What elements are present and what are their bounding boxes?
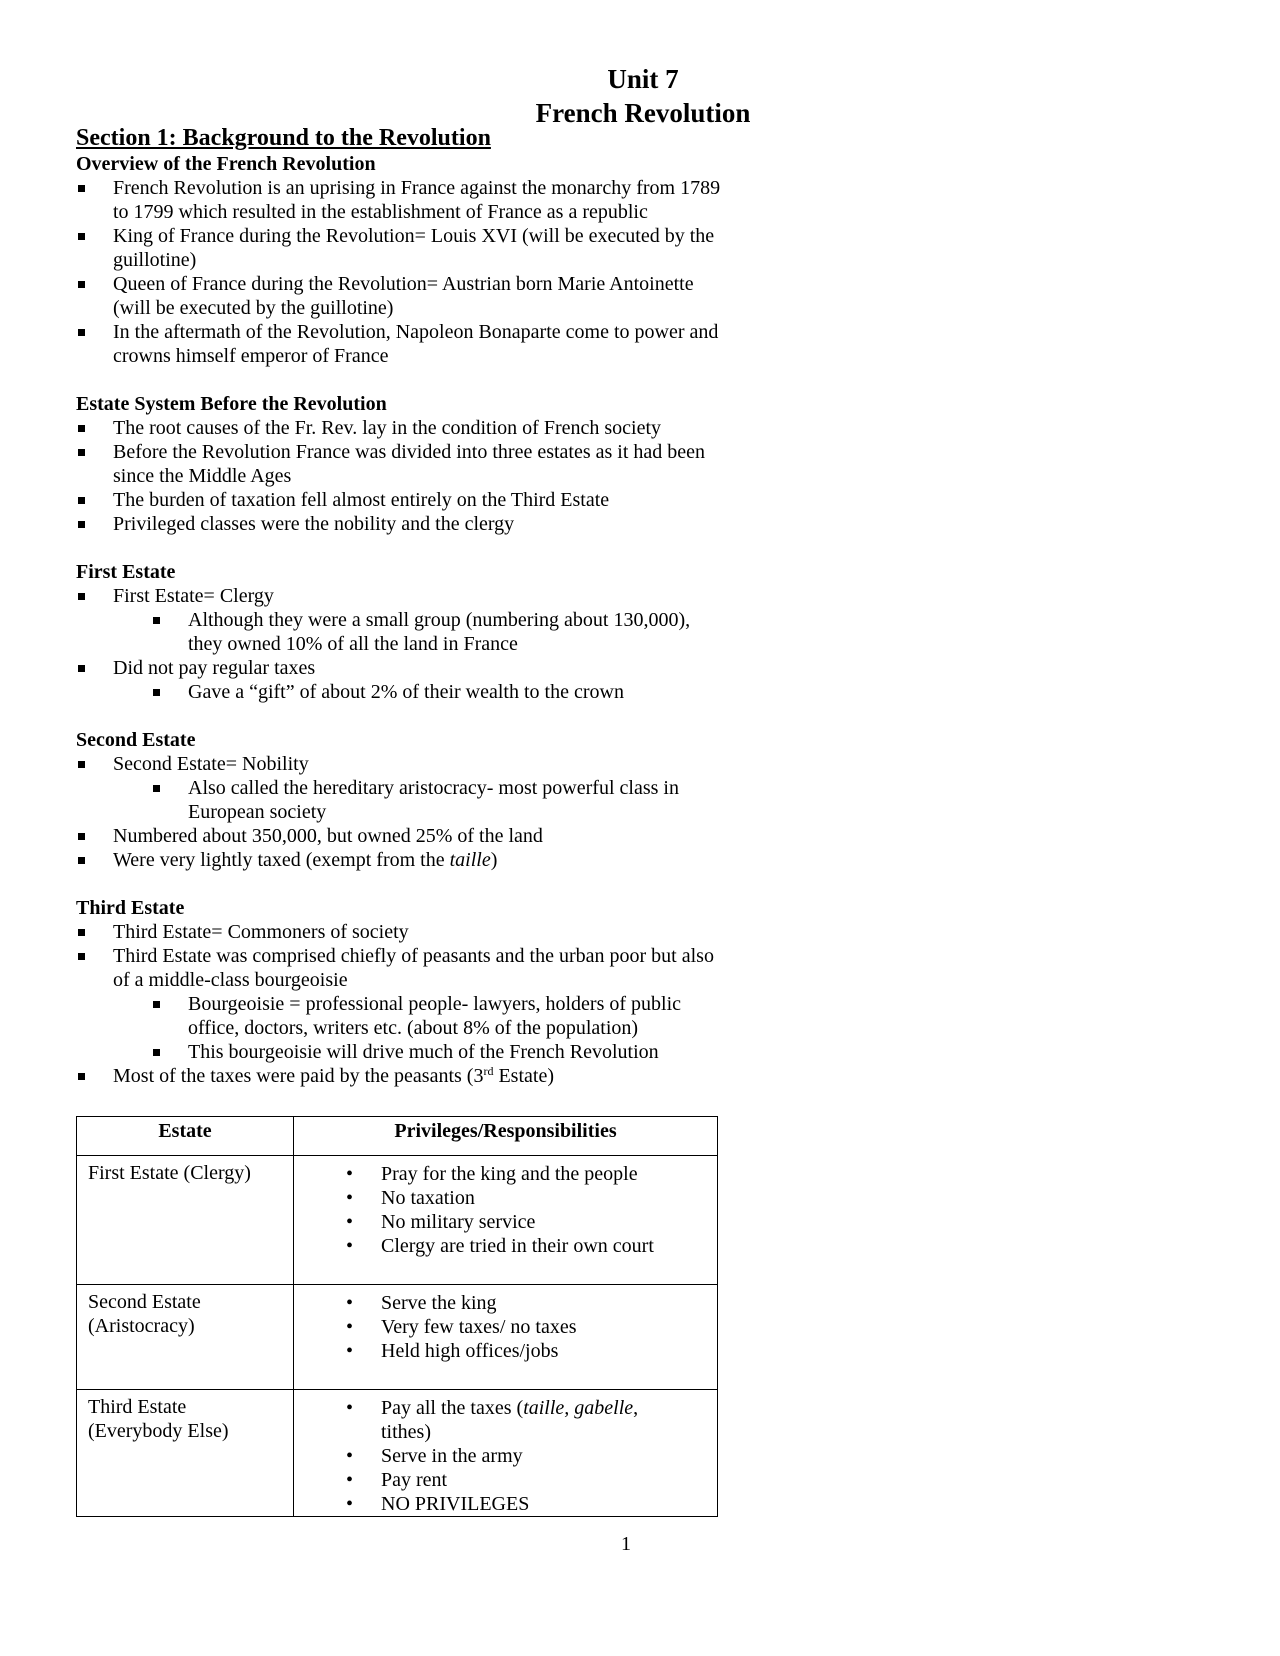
sub-list-item: Although they were a small group (numbering about 130,000), they owned 10% of all the land in France (76, 608, 756, 656)
page-number: 1 (621, 1533, 631, 1555)
list-item: Before the Revolution France was divided into three estates as it had been since the Middle Ages (76, 440, 756, 488)
document-body (76, 124, 756, 1088)
table-list-item: • No taxation (346, 1187, 475, 1209)
list-item: Numbered about 350,000, but owned 25% of the land (76, 824, 756, 848)
square-bullet-icon (78, 233, 85, 240)
list-item: French Revolution is an uprising in France against the monarchy from 1789 to 1799 which resulted in the establishment of France as a republic (76, 176, 756, 224)
square-bullet-icon (78, 425, 85, 432)
list-item: First Estate= Clergy (76, 584, 756, 608)
sub-list-item: Bourgeoisie = professional people- lawyers, holders of public office, doctors, writers etc. (about 8% of the population) (76, 992, 756, 1040)
square-bullet-icon (78, 329, 85, 336)
round-bullet-icon: • (346, 1445, 354, 1467)
round-bullet-icon: • (346, 1340, 354, 1362)
table-list-item: • Pray for the king and the people (346, 1163, 638, 1185)
table-list-item: • NO PRIVILEGES (346, 1493, 530, 1515)
square-bullet-icon (78, 593, 85, 600)
round-bullet-icon: • (346, 1235, 354, 1257)
table-row (77, 1285, 718, 1390)
list-item: In the aftermath of the Revolution, Napoleon Bonaparte come to power and crowns himself emperor of France (76, 320, 756, 368)
second-estate-heading: Second Estate (76, 729, 196, 751)
square-bullet-icon (78, 953, 85, 960)
overview-heading: Overview of the French Revolution (76, 153, 376, 175)
round-bullet-icon: • (346, 1211, 354, 1233)
round-bullet-icon: • (346, 1493, 354, 1515)
round-bullet-icon: • (346, 1163, 354, 1185)
table-list-item: • No military service (346, 1211, 536, 1233)
list-item: Were very lightly taxed (exempt from the taille) (76, 848, 756, 872)
table-row (77, 1390, 718, 1517)
round-bullet-icon: • (346, 1397, 354, 1419)
square-bullet-icon (78, 665, 85, 672)
round-bullet-icon: • (346, 1316, 354, 1338)
table-list-item: • Clergy are tried in their own court (346, 1235, 654, 1257)
estate-name: Second Estate (Aristocracy) (88, 1291, 201, 1337)
table-row (77, 1156, 718, 1285)
round-bullet-icon: • (346, 1292, 354, 1314)
list-item: Second Estate= Nobility (76, 752, 756, 776)
table-list-item: • Serve in the army (346, 1445, 523, 1467)
sub-list-item: Gave a “gift” of about 2% of their wealth to the crown (76, 680, 756, 704)
list-item: King of France during the Revolution= Louis XVI (will be executed by the guillotine) (76, 224, 756, 272)
square-bullet-icon (153, 689, 160, 696)
first-estate-heading: First Estate (76, 561, 176, 583)
list-item: Did not pay regular taxes (76, 656, 756, 680)
square-bullet-icon (153, 617, 160, 624)
square-bullet-icon (153, 1001, 160, 1008)
square-bullet-icon (78, 449, 85, 456)
list-item: The burden of taxation fell almost entirely on the Third Estate (76, 488, 756, 512)
section-heading: Section 1: Background to the Revolution (76, 125, 491, 151)
list-item: Queen of France during the Revolution= Austrian born Marie Antoinette (will be executed by the guillotine) (76, 272, 756, 320)
third-estate-heading: Third Estate (76, 897, 185, 919)
estate-system-heading: Estate System Before the Revolution (76, 393, 387, 415)
square-bullet-icon (78, 833, 85, 840)
square-bullet-icon (78, 281, 85, 288)
topic-title: French Revolution (535, 98, 751, 128)
table-list-item: • Very few taxes/ no taxes (346, 1316, 577, 1338)
table-list-item: • Pay all the taxes (taille, gabelle, tithes) (346, 1397, 639, 1443)
square-bullet-icon (78, 761, 85, 768)
square-bullet-icon (78, 857, 85, 864)
square-bullet-icon (153, 1049, 160, 1056)
square-bullet-icon (78, 1073, 85, 1080)
square-bullet-icon (153, 785, 160, 792)
table-list-item: • Serve the king (346, 1292, 497, 1314)
estates-table (76, 1116, 718, 1517)
list-item: Most of the taxes were paid by the peasants (3rd Estate) (76, 1064, 756, 1088)
square-bullet-icon (78, 497, 85, 504)
estate-name: Third Estate (Everybody Else) (88, 1396, 229, 1442)
list-item: Third Estate was comprised chiefly of peasants and the urban poor but also of a middle-class bourgeoisie (76, 944, 756, 992)
square-bullet-icon (78, 185, 85, 192)
sub-list-item: This bourgeoisie will drive much of the French Revolution (76, 1040, 756, 1064)
list-item: Privileged classes were the nobility and the clergy (76, 512, 756, 536)
square-bullet-icon (78, 929, 85, 936)
round-bullet-icon: • (346, 1469, 354, 1491)
unit-title: Unit 7 (607, 64, 679, 94)
list-item: Third Estate= Commoners of society (76, 920, 756, 944)
list-item: The root causes of the Fr. Rev. lay in the condition of French society (76, 416, 756, 440)
table-list-item: • Held high offices/jobs (346, 1340, 559, 1362)
square-bullet-icon (78, 521, 85, 528)
header-privileges: Privileges/Responsibilities (294, 1117, 718, 1156)
estate-name: First Estate (Clergy) (88, 1162, 251, 1184)
round-bullet-icon: • (346, 1187, 354, 1209)
sub-list-item: Also called the hereditary aristocracy- most powerful class in European society (76, 776, 756, 824)
table-list-item: • Pay rent (346, 1469, 448, 1491)
header-estate: Estate (77, 1117, 294, 1156)
table-header-row (77, 1117, 718, 1156)
